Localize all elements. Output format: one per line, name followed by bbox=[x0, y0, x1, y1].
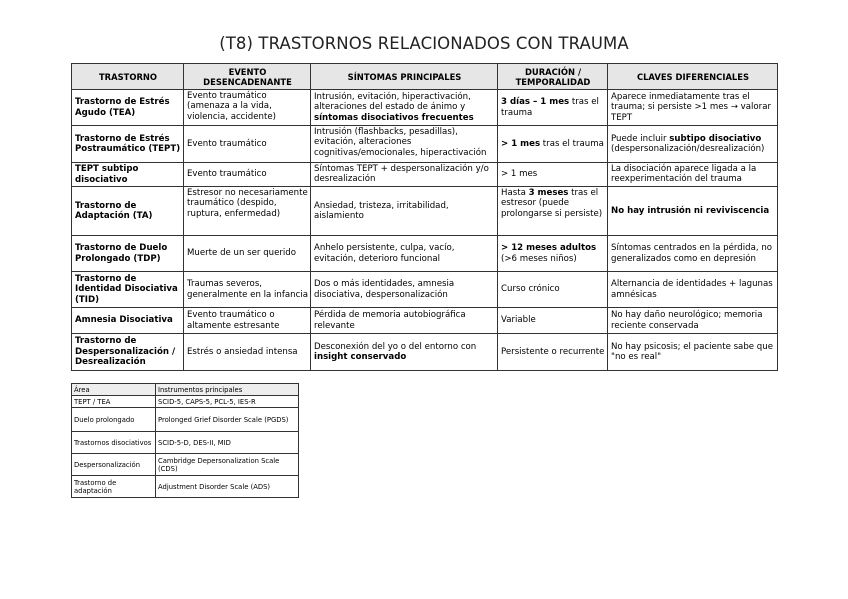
instruments-cell: SCID-5, CAPS-5, PCL-5, IES-R bbox=[156, 396, 299, 408]
instruments-header-row bbox=[72, 384, 299, 396]
area-cell: Duelo prolongado bbox=[72, 408, 156, 432]
main-symptoms: Dos o más identidades, amnesia disociativa, despersonalización bbox=[311, 272, 498, 308]
area-cell: Despersonalización bbox=[72, 454, 156, 476]
table-row bbox=[72, 432, 299, 454]
header-event: EVENTO DESENCADENANTE bbox=[184, 64, 311, 90]
table-row bbox=[72, 90, 778, 126]
instruments-cell: SCID-5-D, DES-II, MID bbox=[156, 432, 299, 454]
instruments-cell: Prolonged Grief Disorder Scale (PGDS) bbox=[156, 408, 299, 432]
duration: Persistente o recurrente bbox=[498, 334, 608, 371]
area-cell: Trastornos disociativos bbox=[72, 432, 156, 454]
differential-keys: Síntomas centrados en la pérdida, no generalizados como en depresión bbox=[608, 236, 778, 272]
header-area: Área bbox=[72, 384, 156, 396]
table-row bbox=[72, 126, 778, 163]
duration: > 1 mes bbox=[498, 163, 608, 187]
disorder-name: Amnesia Disociativa bbox=[72, 308, 184, 334]
table-row bbox=[72, 334, 778, 371]
table-row bbox=[72, 476, 299, 498]
differential-keys: No hay psicosis; el paciente sabe que "no es real" bbox=[608, 334, 778, 371]
table-row bbox=[72, 272, 778, 308]
table-row bbox=[72, 308, 778, 334]
differential-keys: Alternancia de identidades + lagunas amnésicas bbox=[608, 272, 778, 308]
main-symptoms: Síntomas TEPT + despersonalización y/o desrealización bbox=[311, 163, 498, 187]
disorder-name: TEPT subtipo disociativo bbox=[72, 163, 184, 187]
differential-keys: Puede incluir subtipo disociativo (despersonalización/desrealización) bbox=[608, 126, 778, 163]
main-symptoms: Intrusión, evitación, hiperactivación, alteraciones del estado de ánimo y síntomas disociativos frecuentes bbox=[311, 90, 498, 126]
trigger-event: Evento traumático bbox=[184, 126, 311, 163]
trigger-event: Evento traumático (amenaza a la vida, violencia, accidente) bbox=[184, 90, 311, 126]
trigger-event: Traumas severos, generalmente en la infancia bbox=[184, 272, 311, 308]
main-symptoms: Ansiedad, tristeza, irritabilidad, aislamiento bbox=[311, 187, 498, 236]
duration: > 12 meses adultos (>6 meses niños) bbox=[498, 236, 608, 272]
trigger-event: Muerte de un ser querido bbox=[184, 236, 311, 272]
disorder-name: Trastorno de Estrés Agudo (TEA) bbox=[72, 90, 184, 126]
disorder-name: Trastorno de Duelo Prolongado (TDP) bbox=[72, 236, 184, 272]
trigger-event: Evento traumático o altamente estresante bbox=[184, 308, 311, 334]
header-instruments: Instrumentos principales bbox=[156, 384, 299, 396]
differential-keys: No hay intrusión ni reviviscencia bbox=[608, 187, 778, 236]
main-symptoms: Pérdida de memoria autobiográfica relevante bbox=[311, 308, 498, 334]
differential-keys: La disociación aparece ligada a la reexperimentación del trauma bbox=[608, 163, 778, 187]
header-duration: DURACIÓN / TEMPORALIDAD bbox=[498, 64, 608, 90]
trigger-event: Estresor no necesariamente traumático (despido, ruptura, enfermedad) bbox=[184, 187, 311, 236]
duration: 3 días – 1 mes tras el trauma bbox=[498, 90, 608, 126]
header-symptoms: SÍNTOMAS PRINCIPALES bbox=[311, 64, 498, 90]
table-row bbox=[72, 187, 778, 236]
page-title: (T8) TRASTORNOS RELACIONADOS CON TRAUMA bbox=[219, 34, 629, 53]
duration: Variable bbox=[498, 308, 608, 334]
area-cell: TEPT / TEA bbox=[72, 396, 156, 408]
differential-keys: Aparece inmediatamente tras el trauma; si persiste >1 mes → valorar TEPT bbox=[608, 90, 778, 126]
table-row bbox=[72, 396, 299, 408]
main-symptoms: Desconexión del yo o del entorno con insight conservado bbox=[311, 334, 498, 371]
disorders-table bbox=[71, 63, 778, 371]
disorder-name: Trastorno de Adaptación (TA) bbox=[72, 187, 184, 236]
trigger-event: Evento traumático bbox=[184, 163, 311, 187]
duration: Curso crónico bbox=[498, 272, 608, 308]
main-symptoms: Intrusión (flashbacks, pesadillas), evitación, alteraciones cognitivas/emocionales, hiperactivación bbox=[311, 126, 498, 163]
disorder-name: Trastorno de Despersonalización / Desrealización bbox=[72, 334, 184, 371]
disorder-name: Trastorno de Estrés Postraumático (TEPT) bbox=[72, 126, 184, 163]
table-row bbox=[72, 236, 778, 272]
header-disorder: TRASTORNO bbox=[72, 64, 184, 90]
duration: Hasta 3 meses tras el estresor (puede prolongarse si persiste) bbox=[498, 187, 608, 236]
main-symptoms: Anhelo persistente, culpa, vacío, evitación, deterioro funcional bbox=[311, 236, 498, 272]
instruments-cell: Cambridge Depersonalization Scale (CDS) bbox=[156, 454, 299, 476]
instruments-cell: Adjustment Disorder Scale (ADS) bbox=[156, 476, 299, 498]
differential-keys: No hay daño neurológico; memoria reciente conservada bbox=[608, 308, 778, 334]
area-cell: Trastorno de adaptación bbox=[72, 476, 156, 498]
table-row bbox=[72, 454, 299, 476]
header-keys: CLAVES DIFERENCIALES bbox=[608, 64, 778, 90]
instruments-table bbox=[71, 383, 299, 498]
duration: > 1 mes tras el trauma bbox=[498, 126, 608, 163]
disorder-name: Trastorno de Identidad Disociativa (TID) bbox=[72, 272, 184, 308]
table-row bbox=[72, 163, 778, 187]
table-row bbox=[72, 408, 299, 432]
trigger-event: Estrés o ansiedad intensa bbox=[184, 334, 311, 371]
table-header-row bbox=[72, 64, 778, 90]
